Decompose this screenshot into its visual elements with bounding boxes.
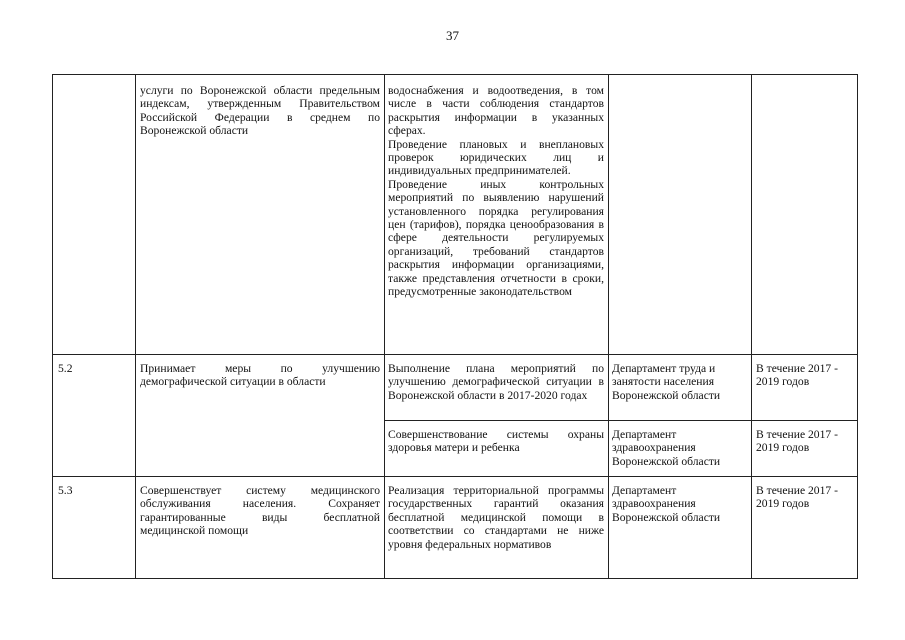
- column-divider: [384, 74, 385, 579]
- column-divider: [751, 74, 752, 579]
- task-text: Принимает меры по улучшению демографической ситуации в области: [140, 362, 380, 389]
- responsible-text: Департамент здравоохранения Воронежской области: [612, 484, 721, 524]
- page-number: 37: [446, 28, 459, 43]
- subrow-divider: [384, 420, 858, 421]
- column-divider: [135, 74, 136, 579]
- responsible-cell: [612, 362, 748, 402]
- measure-text: Совершенствование системы охраны здоровья матери и ребенка: [388, 428, 604, 455]
- table-border-left: [52, 74, 53, 579]
- table-border-right: [857, 74, 858, 579]
- responsible-text: Департамент здравоохранения Воронежской области: [612, 428, 721, 468]
- task-text: услуги по Воронежской области предельным индексам, утвержденным Правительством Российской Федерации в среднем по Воронежской области: [140, 84, 380, 138]
- row-divider: [52, 354, 858, 355]
- responsible-cell: [612, 484, 748, 524]
- task-cell: [140, 362, 380, 389]
- measure-text: Проведение плановых и внеплановых проверок юридических лиц и индивидуальных предпринимателей.: [388, 137, 604, 178]
- measure-cell: [388, 362, 604, 402]
- term-text: В течение 2017 - 2019 годов: [756, 428, 838, 455]
- task-text: Совершенствует систему медицинского обслуживания населения. Сохраняет гарантированные виды бесплатной медицинской помощи: [140, 484, 380, 538]
- measure-cell: [388, 84, 604, 299]
- measure-text: Выполнение плана мероприятий по улучшению демографической ситуации в Воронежской области в 2017-2020 годах: [388, 362, 604, 402]
- term-text: В течение 2017 - 2019 годов: [756, 362, 838, 389]
- plan-table: [52, 74, 858, 579]
- table-border-bottom: [52, 578, 858, 579]
- task-cell: [140, 484, 380, 538]
- responsible-text: Департамент труда и занятости населения Воронежской области: [612, 362, 721, 402]
- row-number: 5.2: [58, 362, 73, 375]
- term-text: В течение 2017 - 2019 годов: [756, 484, 838, 511]
- measure-text: Реализация территориальной программы государственных гарантий оказания бесплатной медицинской помощи в соответствии со стандартами не ниже уровня федеральных нормативов: [388, 484, 604, 551]
- responsible-cell: [612, 428, 748, 468]
- measure-text: Проведение иных контрольных мероприятий по выявлению нарушений установленного порядка регулирования цен (тарифов), порядка ценообразования в сфере деятельности регулируемых организаций, требований стандартов раскрытия информации организациями, также представления отчетности в сроки, предусмотренные законодательством: [388, 177, 604, 299]
- measure-cell: [388, 484, 604, 551]
- measure-cell: [388, 428, 604, 455]
- column-divider: [608, 74, 609, 579]
- table-border-top: [52, 74, 858, 75]
- row-divider: [52, 476, 858, 477]
- row-number: 5.3: [58, 484, 73, 497]
- task-cell: [140, 84, 380, 138]
- term-cell: [756, 484, 854, 511]
- term-cell: [756, 428, 854, 455]
- measure-text: водоснабжения и водоотведения, в том числе в части соблюдения стандартов раскрытия информации в указанных сферах.: [388, 84, 604, 138]
- term-cell: [756, 362, 854, 389]
